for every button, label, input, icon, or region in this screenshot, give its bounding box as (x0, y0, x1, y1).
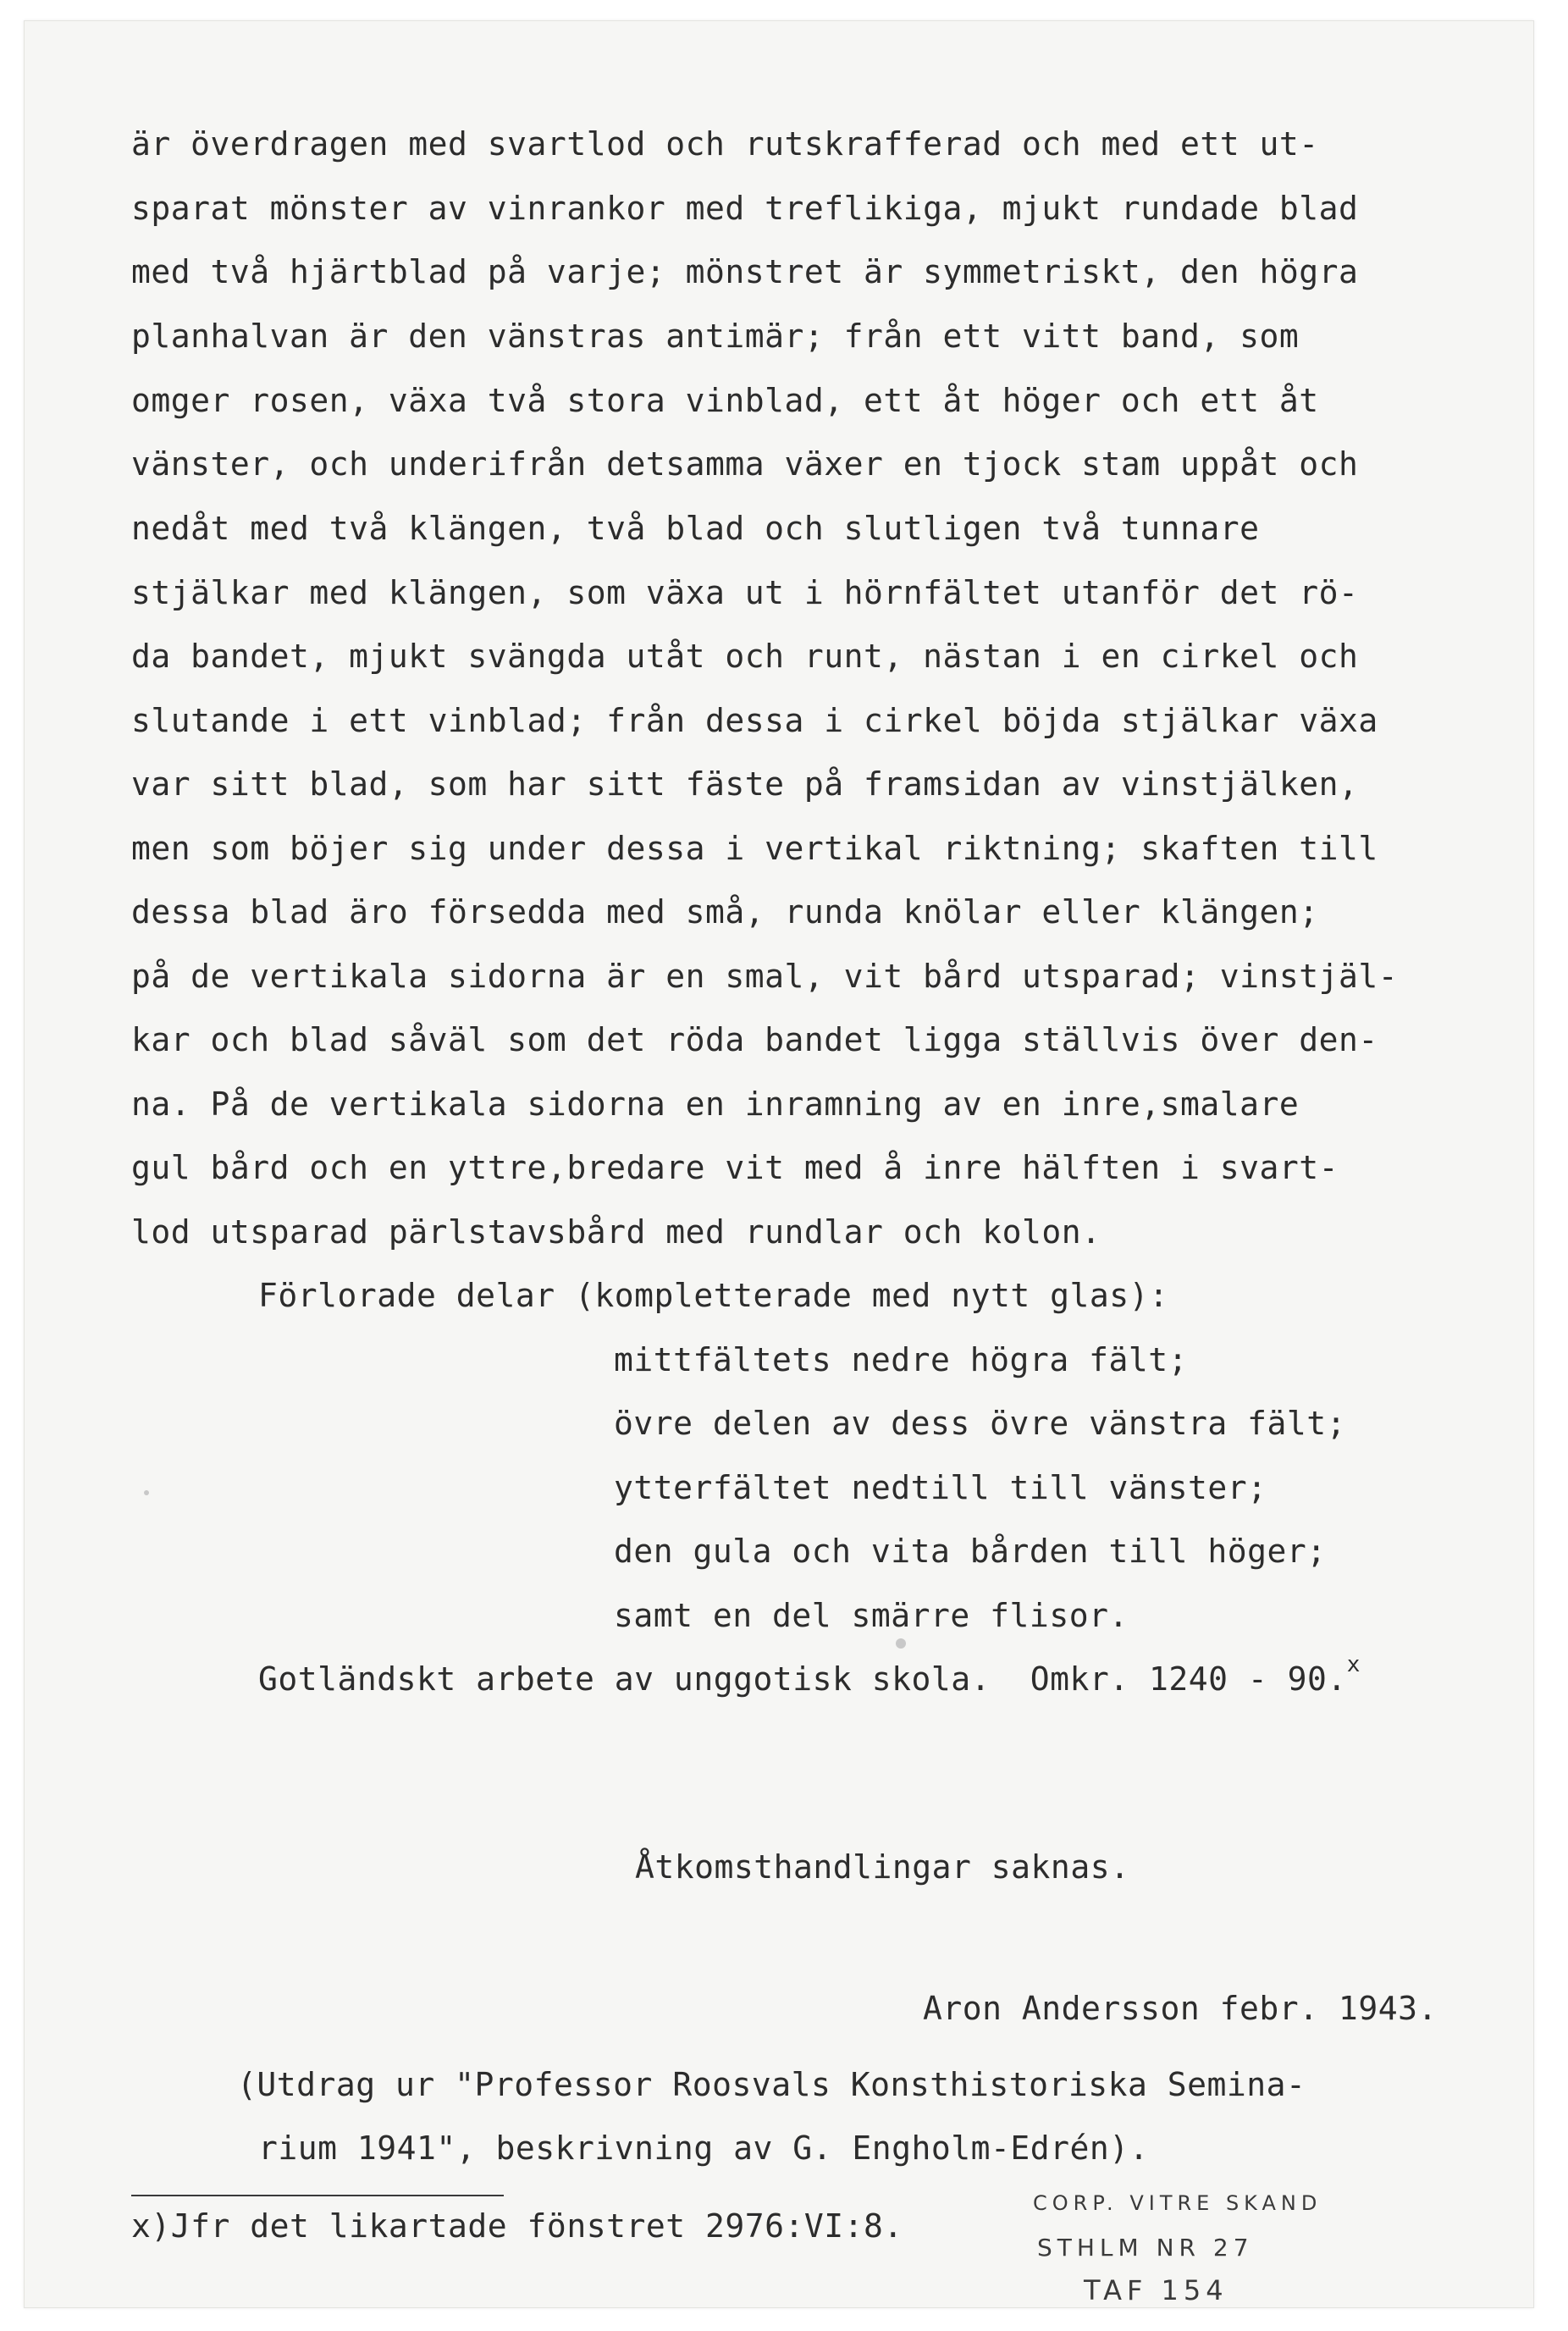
handwritten-note-line: CORP. VITRE SKAND (1033, 2191, 1322, 2215)
body-line: planhalvan är den vänstras antimär; från ett vitt band, som (131, 318, 1300, 355)
lost-parts-item: mittfältets nedre högra fält; (614, 1341, 1188, 1378)
body-line: omger rosen, växa två stora vinblad, ett åt höger och ett åt (131, 382, 1319, 419)
handwritten-note-line: TAF 154 (1084, 2274, 1228, 2306)
body-line: da bandet, mjukt svängda utåt och runt, nästan i en cirkel och (131, 638, 1359, 675)
author-signature: Aron Andersson febr. 1943. (923, 1990, 1438, 2027)
body-line: är överdragen med svartlod och rutskrafferad och med ett ut- (131, 125, 1319, 163)
dating-line (258, 1652, 1361, 1698)
lost-parts-item: ytterfältet nedtill till vänster; (614, 1469, 1267, 1506)
body-line: lod utsparad pärlstavsbård med rundlar och kolon. (131, 1213, 1101, 1251)
body-line: på de vertikala sidorna är en smal, vit bård utsparad; vinstjäl- (131, 958, 1399, 995)
body-line: kar och blad såväl som det röda bandet ligga ställvis över den- (131, 1021, 1378, 1058)
body-line: gul bård och en yttre,bredare vit med å inre hälften i svart- (131, 1149, 1339, 1186)
source-note-line: rium 1941", beskrivning av G. Engholm-Edrén). (258, 2129, 1150, 2167)
lost-parts-item: övre delen av dess övre vänstra fält; (614, 1405, 1346, 1442)
footnote-text: x)Jfr det likartade fönstret 2976:VI:8. (131, 2207, 903, 2245)
handwritten-note-line: STHLM NR 27 (1037, 2234, 1254, 2262)
paper-speck (144, 1490, 149, 1495)
footnote-marker: x (1346, 1652, 1361, 1677)
body-line: nedåt med två klängen, två blad och slutligen två tunnare (131, 510, 1260, 547)
footnote-rule (131, 2195, 504, 2196)
body-line: vänster, och underifrån detsamma växer en tjock stam uppåt och (131, 445, 1359, 483)
dating-text: Gotländskt arbete av unggotisk skola. Omkr. 1240 - 90. (258, 1660, 1347, 1698)
body-line: var sitt blad, som har sitt fäste på framsidan av vinstjälken, (131, 765, 1359, 803)
body-line: dessa blad äro försedda med små, runda knölar eller klängen; (131, 893, 1319, 931)
lost-parts-heading: Förlorade delar (kompletterade med nytt glas): (258, 1277, 1169, 1314)
lost-parts-item: samt en del smärre flisor. (614, 1597, 1129, 1634)
body-line: sparat mönster av vinrankor med treflikiga, mjukt rundade blad (131, 190, 1359, 227)
body-line: slutande i ett vinblad; från dessa i cirkel böjda stjälkar växa (131, 702, 1378, 739)
body-line: stjälkar med klängen, som växa ut i hörnfältet utanför det rö- (131, 574, 1359, 611)
paper-speck (896, 1638, 906, 1649)
acquisition-note: Åtkomsthandlingar saknas. (635, 1848, 1130, 1886)
lost-parts-item: den gula och vita bården till höger; (614, 1533, 1327, 1570)
source-note-line: (Utdrag ur "Professor Roosvals Konsthistoriska Semina- (237, 2066, 1306, 2103)
body-line: na. På de vertikala sidorna en inramning av en inre,smalare (131, 1085, 1300, 1123)
body-line: med två hjärtblad på varje; mönstret är symmetriskt, den högra (131, 253, 1359, 290)
body-line: men som böjer sig under dessa i vertikal riktning; skaften till (131, 830, 1378, 867)
